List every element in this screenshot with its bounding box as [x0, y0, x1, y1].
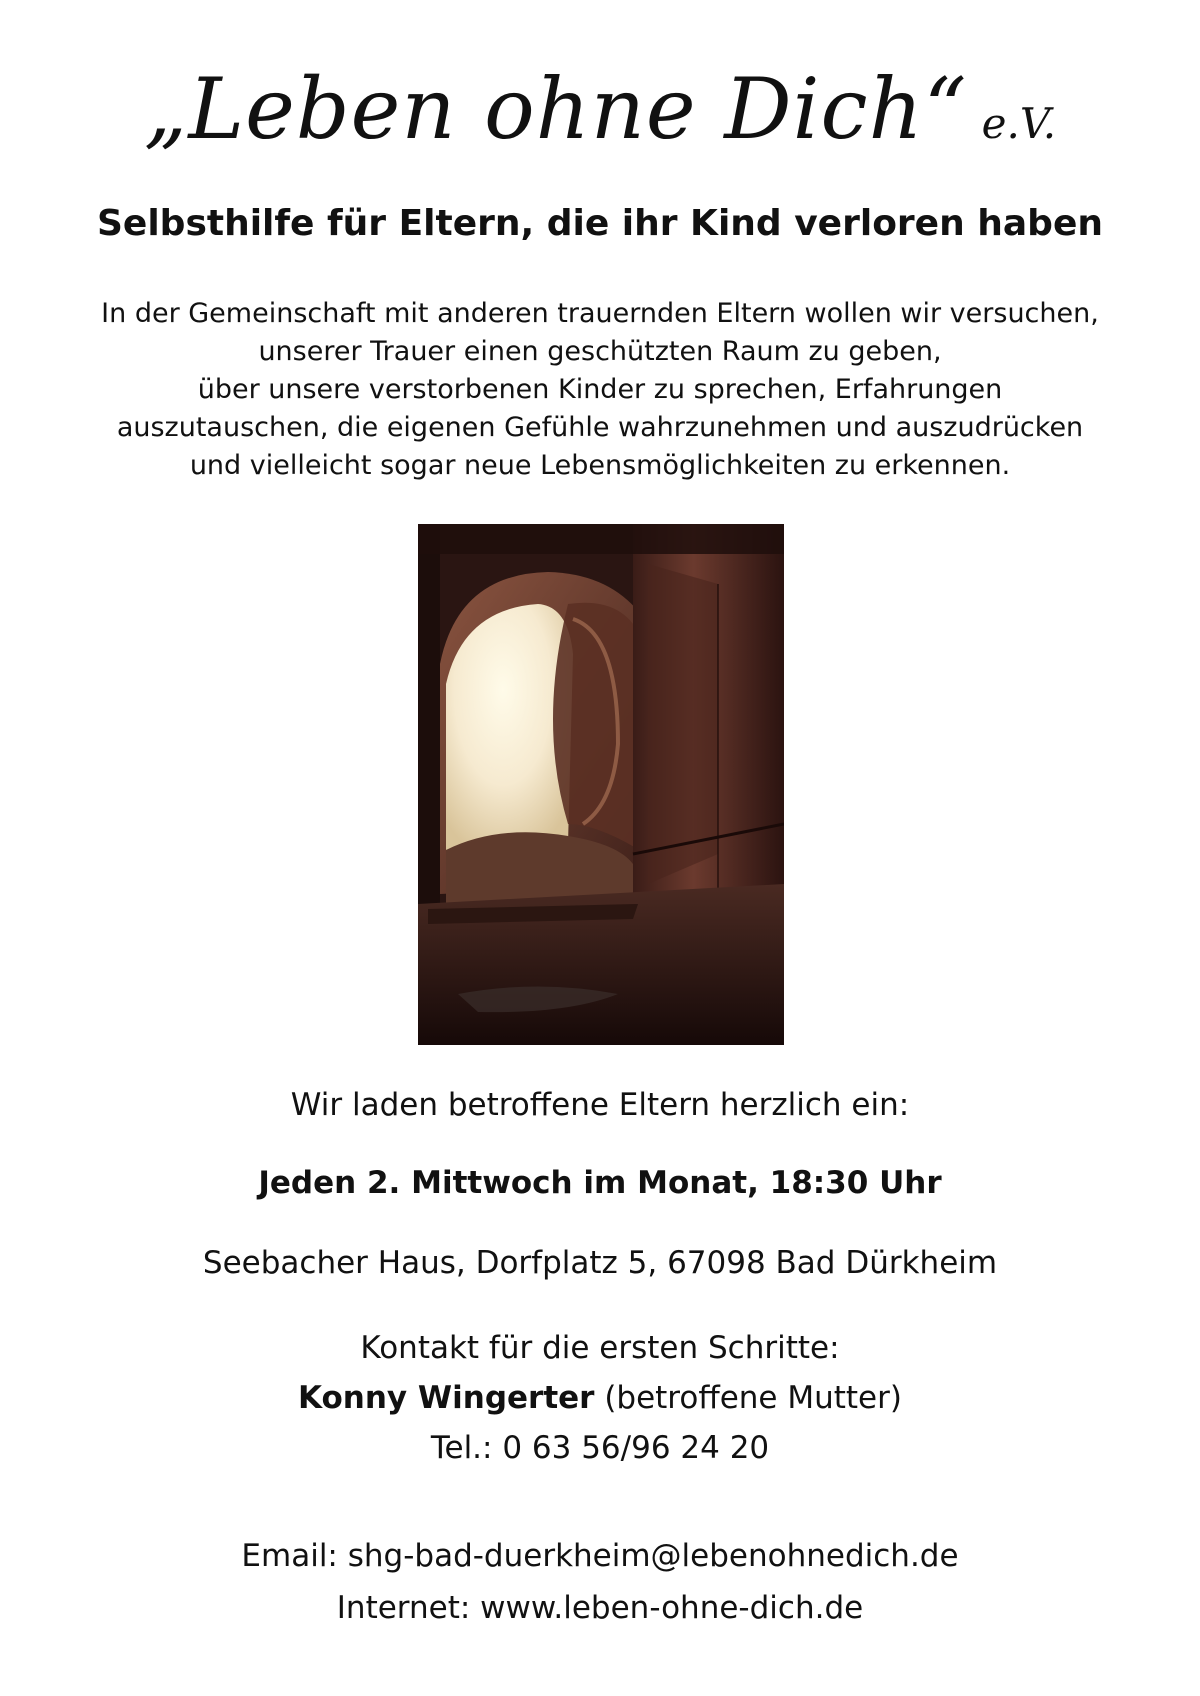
- website-line: Internet: www.leben-ohne-dich.de: [336, 1590, 864, 1626]
- email-line: Email: shg-bad-duerkheim@lebenohnedich.de: [241, 1538, 959, 1574]
- doorway-illustration: [418, 524, 784, 1045]
- intro-line: über unsere verstorbenen Kinder zu sprechen, Erfahrungen: [197, 374, 1003, 405]
- subtitle: Selbsthilfe für Eltern, die ihr Kind verloren haben: [97, 203, 1103, 244]
- contact-name: Konny Wingerter: [298, 1380, 595, 1416]
- intro-line: unserer Trauer einen geschützten Raum zu geben,: [258, 336, 942, 367]
- contact-person: [0, 1373, 1200, 1423]
- contact-block: [0, 1323, 1200, 1473]
- meeting-schedule: Jeden 2. Mittwoch im Monat, 18:30 Uhr: [258, 1165, 942, 1201]
- intro-line: und vielleicht sogar neue Lebensmöglichkeiten zu erkennen.: [189, 450, 1011, 481]
- title-text: „Leben ohne Dich“: [143, 60, 968, 158]
- invitation-text: Wir laden betroffene Eltern herzlich ein:: [290, 1087, 910, 1123]
- meeting-address: Seebacher Haus, Dorfplatz 5, 67098 Bad Dürkheim: [202, 1245, 998, 1281]
- contact-heading: Kontakt für die ersten Schritte:: [360, 1330, 840, 1366]
- intro-paragraph: [0, 295, 1200, 485]
- intro-line: auszutauschen, die eigenen Gefühle wahrzunehmen und auszudrücken: [116, 412, 1084, 443]
- links-block: [0, 1530, 1200, 1634]
- title-suffix: e.V.: [981, 99, 1057, 148]
- doorway-photo: [418, 524, 784, 1045]
- contact-phone: Tel.: 0 63 56/96 24 20: [430, 1430, 770, 1466]
- intro-line: In der Gemeinschaft mit anderen trauernden Eltern wollen wir versuchen,: [101, 298, 1099, 329]
- contact-role: (betroffene Mutter): [604, 1380, 902, 1416]
- organization-title: [0, 60, 1200, 158]
